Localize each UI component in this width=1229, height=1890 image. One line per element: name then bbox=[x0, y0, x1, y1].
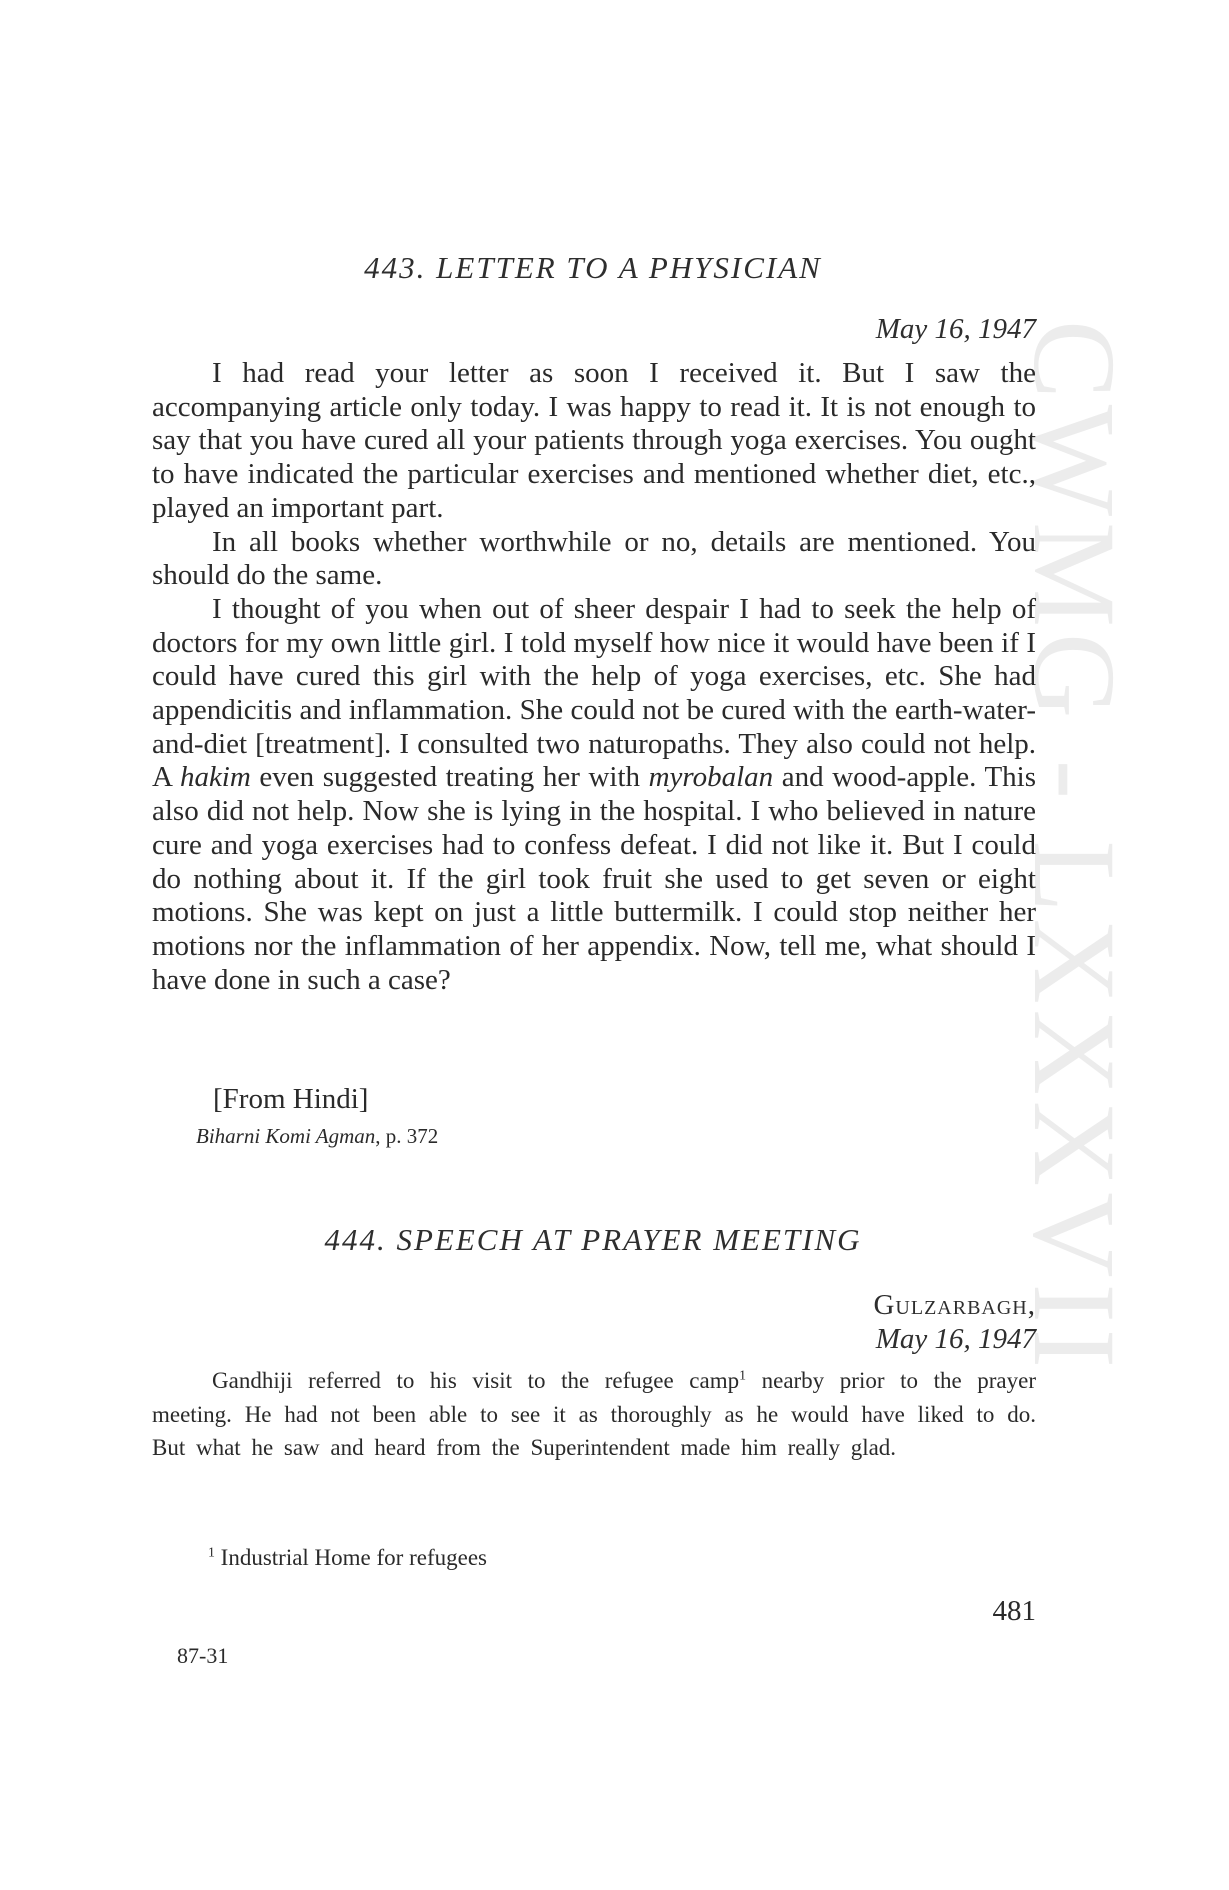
speech-body bbox=[152, 1364, 1036, 1465]
speech-paragraph-1-part1: Gandhiji referred to his visit to the refugee camp bbox=[212, 1368, 740, 1393]
letter-date bbox=[876, 312, 1036, 346]
signature-mark: 87-31 bbox=[177, 1643, 229, 1668]
letter-paragraph-1: I had read your letter as soon I received it. But I saw the accompanying article only today. I was happy to read it. It is not enough to say that you have cured all your patients through yoga exercises. You ought to have indicated the particular exercises and mentioned whether diet, etc., played an important part. bbox=[152, 357, 1036, 524]
citation-page: , p. 372 bbox=[375, 1124, 439, 1148]
letter-paragraph-3 bbox=[152, 593, 1036, 997]
speech-paragraph-1-part2: nearby prior to the prayer meeting. He had not been able to see it as thoroughly as he would have liked to do. But what he saw and heard from the Superintendent made him really glad. bbox=[152, 1368, 1036, 1460]
letter-paragraph-2: In all books whether worthwhile or no, details are mentioned. You should do the same. bbox=[152, 525, 1036, 592]
italic-term-hakim: hakim bbox=[179, 761, 251, 794]
italic-term-myrobalan: myrobalan bbox=[648, 761, 774, 794]
footnote-text: Industrial Home for refugees bbox=[214, 1545, 487, 1570]
speech-date: May 16, 1947 bbox=[875, 1323, 1036, 1355]
section-heading-speech: 444. SPEECH AT PRAYER MEETING bbox=[324, 1222, 862, 1257]
source-language-note: [From Hindi] bbox=[213, 1083, 369, 1115]
speech-paragraph-1 bbox=[152, 1364, 1036, 1465]
page-number: 481 bbox=[992, 1595, 1036, 1627]
footnote-marker: 1 bbox=[739, 1367, 747, 1383]
citation bbox=[196, 1124, 438, 1149]
citation-title: Biharni Komi Agman bbox=[196, 1124, 376, 1148]
letter-paragraph-3-part3: and wood-apple. This also did not help. Now she is lying in the hospital. I who believed in nature cure and yoga exercises had to confess defeat. I did not like it. But I could do nothing about it. If the girl took fruit she used to get seven or eight motions. She was kept on just a little buttermilk. I could stop neither her motions nor the inflammation of her appendix. Now, tell me, what should I have done in such a case? bbox=[152, 761, 1036, 996]
footnote bbox=[208, 1545, 487, 1571]
letter-paragraph-3-part2: even suggested treating her with bbox=[250, 761, 649, 794]
speech-place: Gulzarbagh, bbox=[873, 1289, 1036, 1321]
speech-dateline bbox=[873, 1288, 1036, 1356]
letter-body bbox=[152, 357, 1036, 997]
footnote-number: 1 bbox=[208, 1544, 215, 1560]
watermark: CWMG - LXXXVII bbox=[1009, 320, 1140, 1375]
section-heading-letter: 443. LETTER TO A PHYSICIAN bbox=[364, 250, 822, 285]
letter-date-text: May 16, 1947 bbox=[875, 313, 1036, 345]
letter-paragraph-3-part1: I thought of you when out of sheer despair I had to seek the help of doctors for my own little girl. I told myself how nice it would have been if I could have cured this girl with the help of yoga exercises, etc. She had appendicitis and inflammation. She could not be cured with the earth-water-and-diet [treatment]. I consulted two naturopaths. They also could not help. A bbox=[152, 592, 1036, 794]
